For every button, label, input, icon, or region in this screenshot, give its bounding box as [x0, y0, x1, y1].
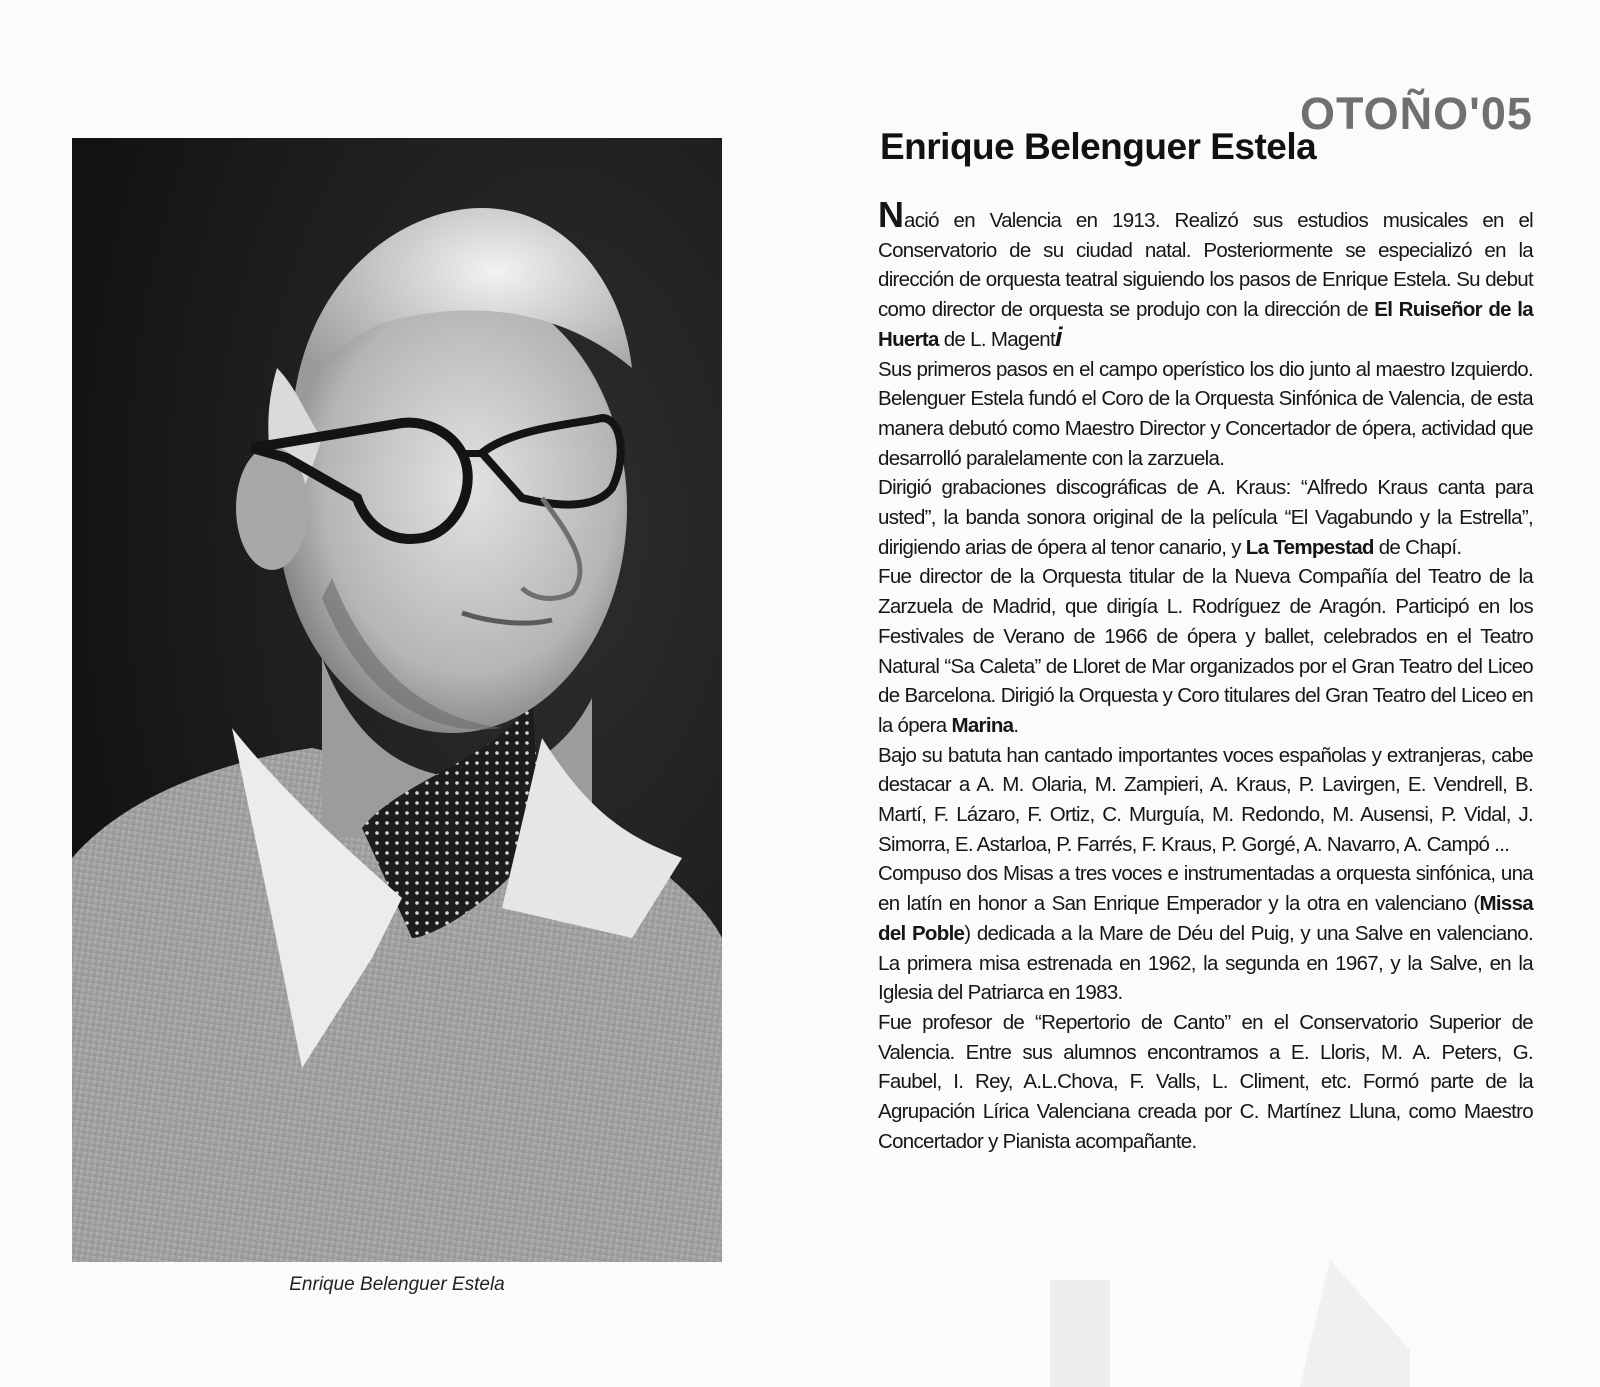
season-label: OTOÑO'05 — [1300, 88, 1533, 139]
drop-cap: N — [878, 194, 904, 235]
page-title: Enrique Belenguer Estela — [880, 126, 1317, 167]
portrait-photo — [72, 138, 722, 1262]
work-title: Missa del Poble — [878, 892, 1533, 945]
bio-text: . — [1013, 713, 1019, 737]
bio-paragraph-5: Bajo su batuta han cantado importantes voces españolas y extranjeras, cabe destacar a A. M. Olaria, M. Zampieri, A. Kraus, P. Lavirgen, E. Vendrell, B. Martí, F. Lázaro, F. Ortiz, C. Murguía, M. Redondo, M. Ausensi, P. Vidal, J. Simorra, E. Astarloa, P. Farrés, F. Kraus, P. Gorgé, A. Navarro, A. Campó ... — [878, 743, 1533, 856]
biography-text — [878, 194, 1533, 1157]
bio-paragraph-7: Fue profesor de “Repertorio de Canto” en el Conservatorio Superior de Valencia. Entre sus alumnos encontramos a E. Lloris, M. A. Peters, G. Faubel, I. Rey, A.L.Chova, F. Valls, L. Climent, etc. Formó parte de la Agrupación Lírica Valenciana creada por C. Martínez Lluna, como Maestro Concertador y Pianista acompañante. — [878, 1010, 1533, 1153]
bio-text: ) dedicada a la Mare de Déu del Puig, y una Salve en valenciano. La primera misa estrenada en 1962, la segunda en 1967, y la Salve, en la Iglesia del Patriarca en 1983. — [878, 921, 1533, 1005]
background-watermark — [1050, 1240, 1410, 1387]
work-title: La Tempestad — [1245, 535, 1374, 559]
work-title: Marina — [951, 713, 1014, 737]
info-logo-icon: i — [1055, 321, 1062, 352]
bio-text: Fue director de la Orquesta titular de la Nueva Compañía del Teatro de la Zarzuela de Madrid, que dirigía L. Rodríguez de Aragón. Participó en los Festivales de Verano de 1966 de ópera y ballet, celebrados en el Teatro Natural “Sa Caleta” de Lloret de Mar organizados por el Gran Teatro del Liceo de Barcelona. Dirigió la Orquesta y Coro titulares del Gran Teatro del Liceo en la ópera — [878, 565, 1533, 737]
bio-paragraph-1 — [878, 194, 1533, 355]
bio-paragraph-4 — [878, 562, 1533, 740]
portrait-illustration — [72, 138, 722, 1262]
bio-paragraph-2: Sus primeros pasos en el campo operístico los dio junto al maestro Izquierdo. Belenguer Estela fundó el Coro de la Orquesta Sinfónica de Valencia, de esta manera debutó como Maestro Director y Concertador de ópera, actividad que desarrolló paralelamente con la zarzuela. — [878, 357, 1533, 470]
bio-paragraph-3 — [878, 473, 1533, 562]
bio-paragraph-6 — [878, 859, 1533, 1008]
bio-text: de Chapí. — [1373, 535, 1462, 559]
bio-text: Dirigió grabaciones discográficas de A. Kraus: “Alfredo Kraus canta para usted”, la banda sonora original de la película “El Vagabundo y la Estrella”, dirigiendo arias de ópera al tenor canario, y — [878, 476, 1533, 559]
bio-text: Compuso dos Misas a tres voces e instrumentadas a orquesta sinfónica, una en latín en honor a San Enrique Emperador y la otra en valenciano ( — [878, 862, 1533, 916]
bio-text: de L. Magent — [938, 327, 1055, 351]
work-title: El Ruiseñor de la Huerta — [878, 298, 1533, 351]
bio-text: ació en Valencia en 1913. Realizó sus estudios musicales en el Conservatorio de su ciudad natal. Posteriormente se especializó en la dirección de orquesta teatral siguiendo los pasos de Enrique Estela. Su debut como director de orquesta se produjo con la dirección de — [878, 209, 1533, 322]
photo-caption: Enrique Belenguer Estela — [289, 1274, 505, 1295]
